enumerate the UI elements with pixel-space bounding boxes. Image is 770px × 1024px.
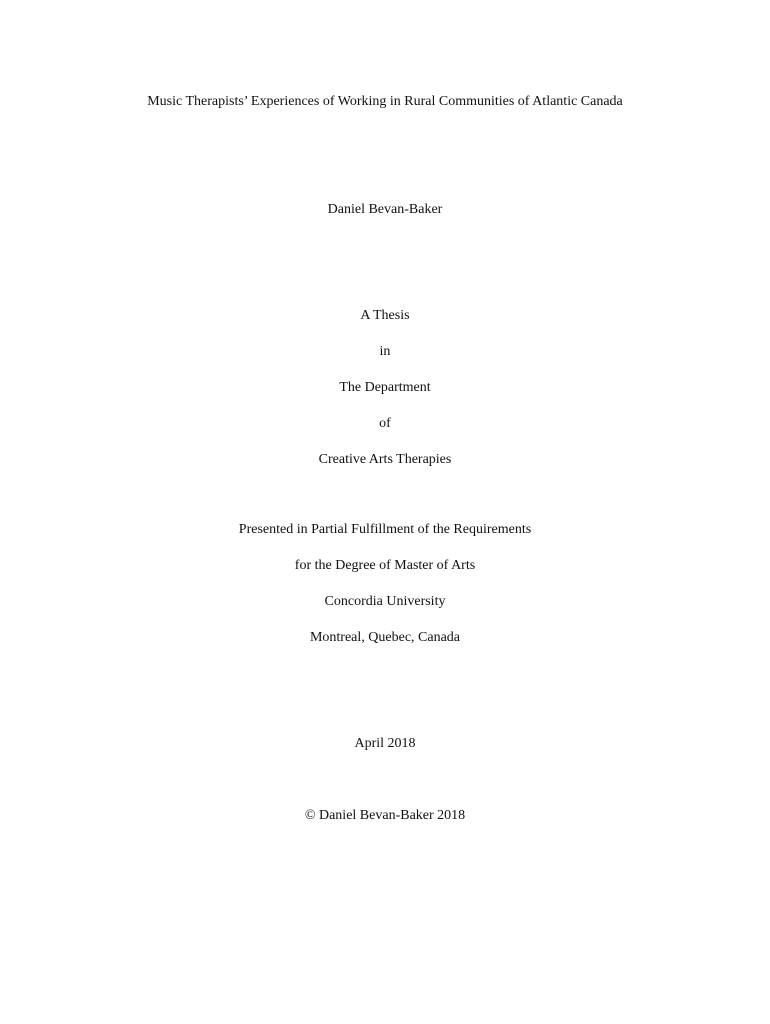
fulfillment-statement: Presented in Partial Fulfillment of the Requirements — [238, 522, 532, 537]
copyright-notice: © Daniel Bevan-Baker 2018 — [304, 808, 466, 823]
thesis-label: A Thesis — [360, 308, 410, 323]
department-label: The Department — [339, 380, 431, 395]
thesis-title: Music Therapists’ Experiences of Working in Rural Communities of Atlantic Canada — [147, 94, 623, 109]
department-name: Creative Arts Therapies — [318, 452, 452, 467]
university-location: Montreal, Quebec, Canada — [309, 630, 461, 645]
of-label: of — [379, 416, 391, 431]
degree-statement: for the Degree of Master of Arts — [294, 558, 476, 573]
in-label: in — [379, 344, 391, 359]
author-name: Daniel Bevan-Baker — [327, 202, 443, 217]
university-name: Concordia University — [324, 594, 446, 609]
submission-date: April 2018 — [354, 736, 416, 751]
